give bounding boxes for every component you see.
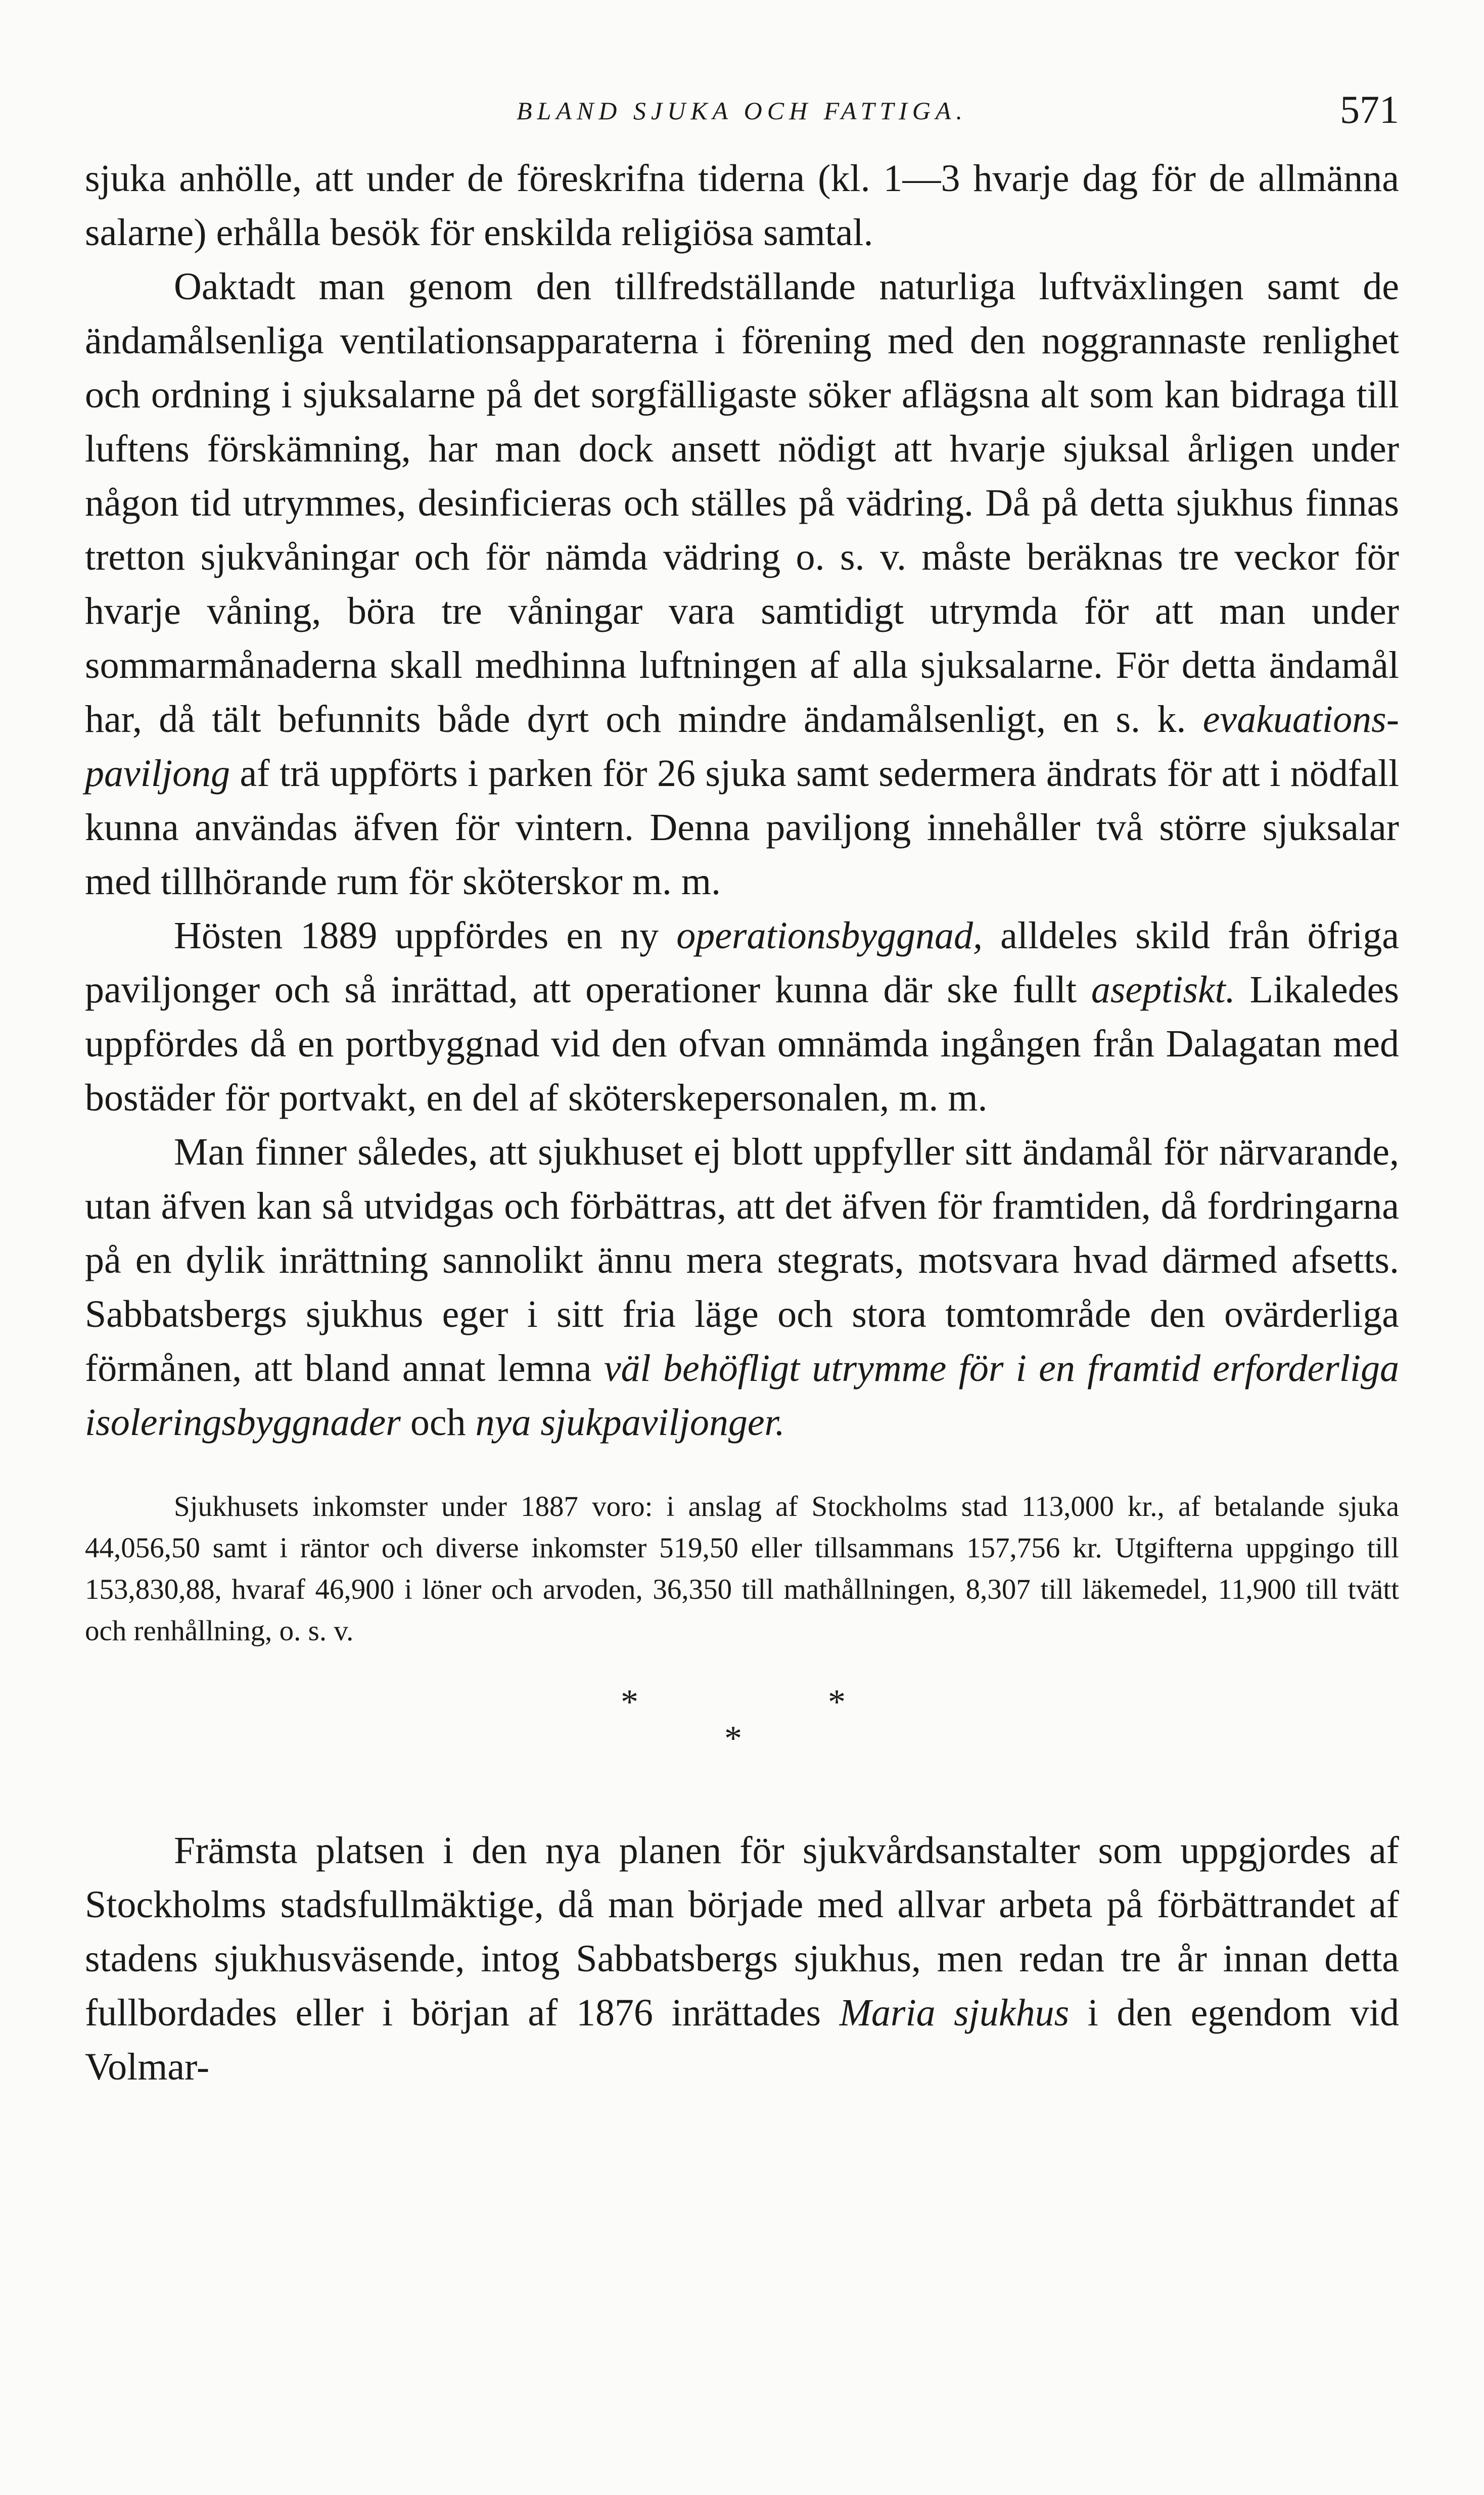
- italic-text: väl behöfligt utrymme för i en framtid erforderliga isoleringsbyggnader: [85, 1347, 1400, 1444]
- italic-text: nya sjukpaviljonger.: [475, 1401, 785, 1444]
- page-number: 571: [1340, 87, 1399, 131]
- body-text: [85, 152, 1399, 1450]
- text-run: sjuka anhölle, att under de föreskrifna tiderna (kl. 1—3 hvarje dag för de allmänna salarne) erhålla besök för enskilda religiösa samtal.: [85, 157, 1399, 254]
- paragraph: [85, 152, 1399, 260]
- paragraph: [85, 1125, 1399, 1450]
- footnote-text: Sjukhusets inkomster under 1887 voro: i anslag af Stockholms stad 113,000 kr., af betalande sjuka 44,056,50 samt i räntor och diverse inkomster 519,50 eller tillsammans 157,756 kr. Utgifterna uppgingo till 153,830,88, hvaraf 46,900 i löner och arvoden, 36,350 till mathållningen, 8,307 till läkemedel, 11,900 till tvätt och renhållning, o. s. v.: [85, 1491, 1399, 1647]
- footnote: [85, 1486, 1399, 1652]
- final-paragraph: [85, 1824, 1399, 2094]
- final-section: [85, 1824, 1399, 2094]
- italic-text: operationsbyggnad,: [676, 914, 983, 957]
- text-run: och: [400, 1401, 476, 1444]
- italic-text: aseptiskt.: [1091, 968, 1235, 1011]
- page-header: [85, 76, 1399, 152]
- text-run: Likaledes uppfördes då en portbyggnad vid den ofvan omnämda ingången från Dalagatan med bostäder för portvakt, en del af sköterskepersonalen, m. m.: [85, 968, 1399, 1119]
- text-run: Främsta platsen i den nya planen för sjukvårdsanstalter som uppgjordes af Stockholms stadsfullmäktige, då man började med allvar arbeta på förbättrandet af stadens sjukhusväsende, intog Sabbatsbergs sjukhus, men redan tre år innan detta fullbordades eller i början af 1876 inrättades: [85, 1829, 1399, 2034]
- text-run: af trä uppförts i parken för 26 sjuka samt sedermera ändrats för att i nödfall kunna användas äfven för vintern. Denna paviljong innehåller två större sjuksalar med tillhörande rum för sköterskor m. m.: [85, 752, 1399, 903]
- asterism-star: *: [724, 1719, 742, 1758]
- asterism-star: *: [828, 1683, 846, 1722]
- text-run: Hösten 1889 uppfördes en ny: [174, 914, 677, 957]
- paragraph: [85, 260, 1399, 909]
- paragraph: [85, 909, 1399, 1125]
- section-separator: [85, 1672, 1399, 1824]
- italic-text: Maria sjukhus: [839, 1992, 1070, 2034]
- running-head: BLAND SJUKA OCH FATTIGA.: [517, 97, 967, 125]
- italic-text: evakuations-paviljong: [85, 698, 1399, 795]
- text-run: alldeles skild från öfriga paviljonger och så inrättad, att operationer kunna där ske fullt: [85, 914, 1399, 1011]
- book-page: [85, 76, 1399, 2452]
- asterism-star: *: [621, 1683, 638, 1722]
- text-run: i den egendom vid Volmar-: [85, 1992, 1400, 2088]
- text-run: Oaktadt man genom den tillfredställande naturliga luftväxlingen samt de ändamålsenliga ventilationsapparaterna i förening med den noggrannaste renlighet och ordning i sjuksalarne på det sorgfälligaste söker aflägsna alt som kan bidraga till luftens förskämning, har man dock ansett nödigt att hvarje sjuksal årligen under någon tid utrymmes, desinficieras och ställes på vädring. Då på detta sjukhus finnas tretton sjukvåningar och för nämda vädring o. s. v. måste beräknas tre veckor för hvarje våning, böra tre våningar vara samtidigt utrymda för att man under sommarmånaderna skall medhinna luftningen af alla sjuksalarne. För detta ändamål har, då tält befunnits både dyrt och mindre ändamålsenligt, en s. k.: [85, 265, 1399, 741]
- text-run: Man finner således, att sjukhuset ej blott uppfyller sitt ändamål för närvarande, utan äfven kan så utvidgas och förbättras, att det äfven för framtiden, då fordringarna på en dylik inrättning sannolikt ännu mera stegrats, motsvara hvad därmed afsetts. Sabbatsbergs sjukhus eger i sitt fria läge och stora tomtområde den ovärderliga förmånen, att bland annat lemna: [85, 1131, 1399, 1390]
